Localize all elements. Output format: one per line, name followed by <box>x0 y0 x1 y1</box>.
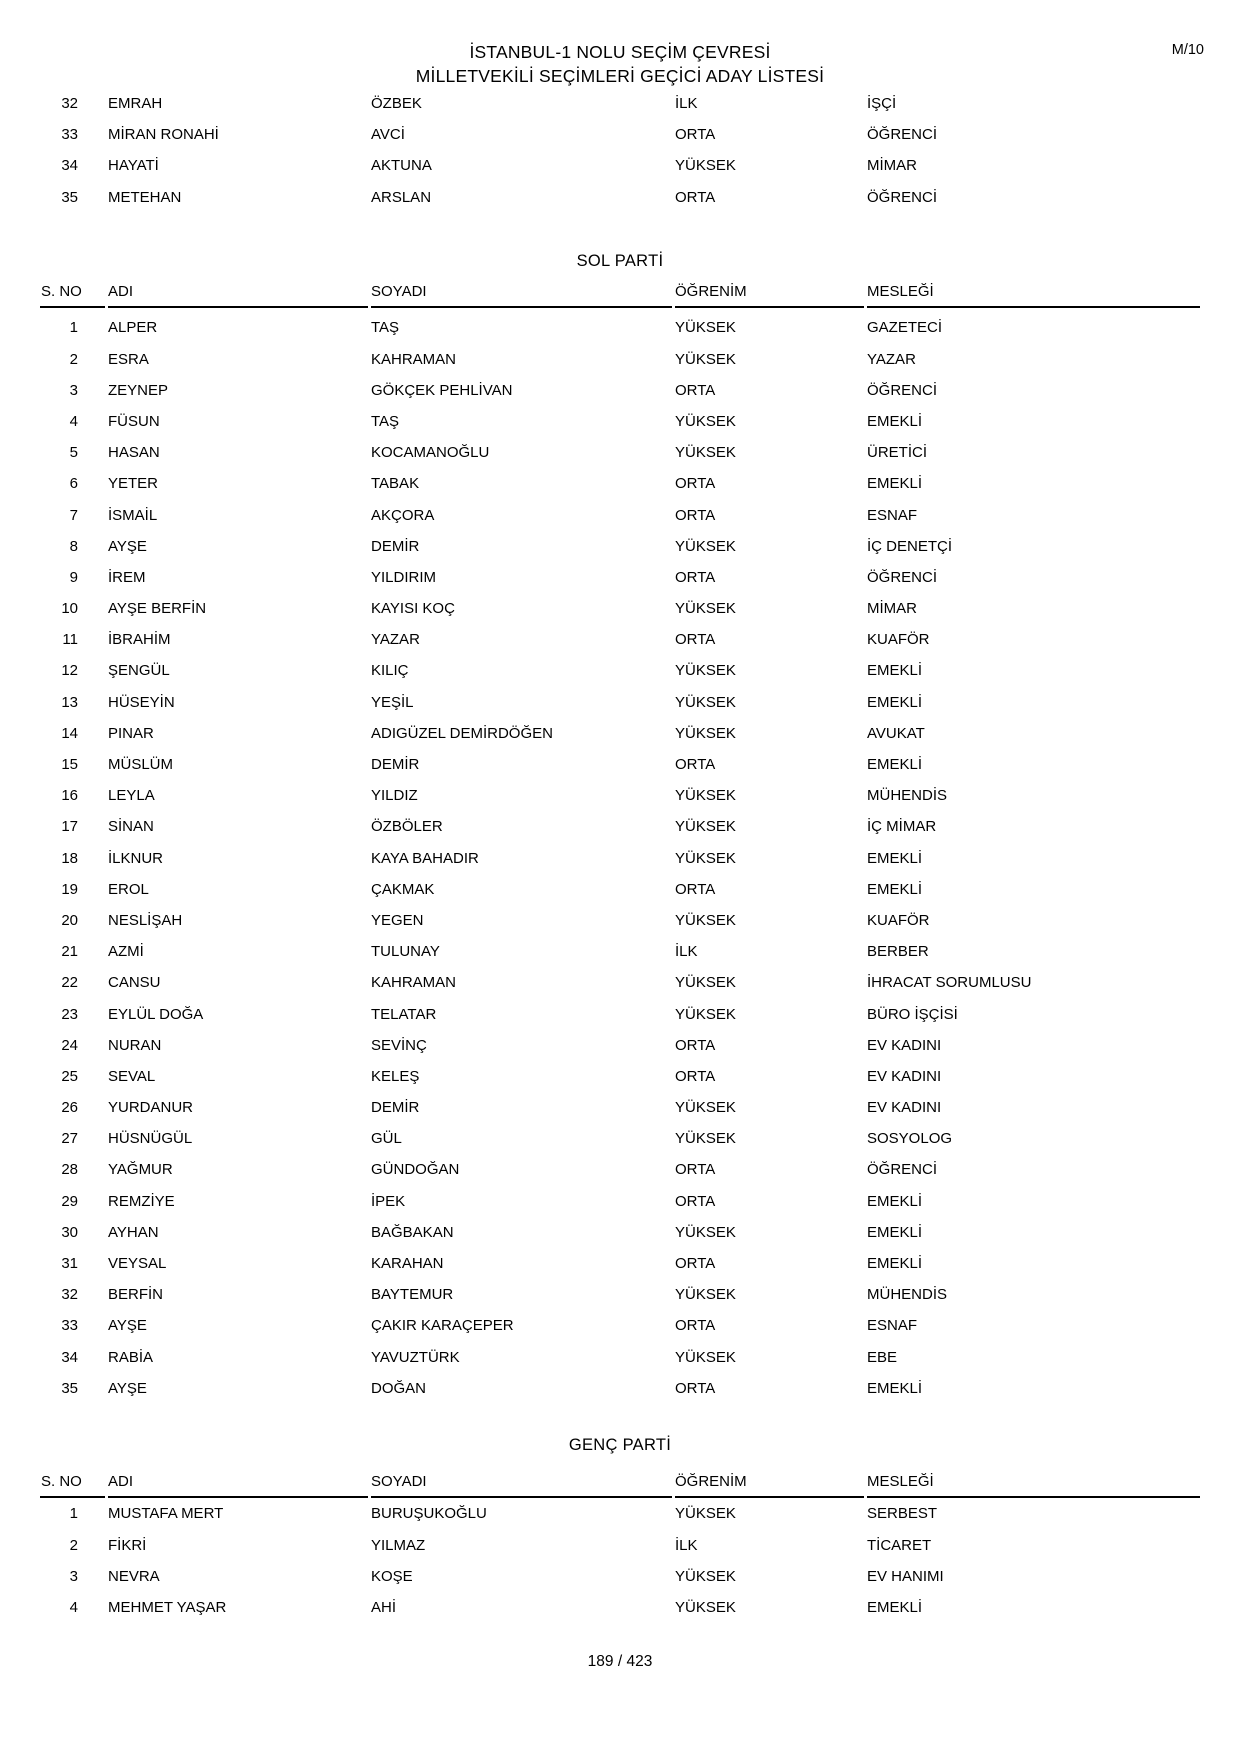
cell-meslegi: KUAFÖR <box>867 631 930 649</box>
cell-adi: İSMAİL <box>108 506 158 524</box>
cell-meslegi: EMEKLİ <box>867 1598 923 1616</box>
cell-soyadi: DEMİR <box>371 1099 420 1117</box>
table-row <box>0 1342 1240 1373</box>
cell-meslegi: ÖĞRENCİ <box>867 1161 938 1179</box>
cell-soyadi: TELATAR <box>371 1005 437 1023</box>
document-title-line1: İSTANBUL-1 NOLU SEÇİM ÇEVRESİ <box>469 42 771 62</box>
cell-meslegi: EMEKLİ <box>867 880 923 898</box>
cell-adi: AYŞE <box>108 1379 147 1397</box>
column-header-sno: S. NO <box>40 1468 105 1498</box>
cell-ogrenim: ORTA <box>675 1379 716 1397</box>
cell-meslegi: AVUKAT <box>867 724 925 742</box>
cell-adi: METEHAN <box>108 188 182 206</box>
table-row <box>0 1561 1240 1592</box>
cell-sno: 32 <box>61 1286 78 1304</box>
cell-adi: YAĞMUR <box>108 1161 173 1179</box>
cell-adi: İLKNUR <box>108 849 164 867</box>
cell-sno: 2 <box>69 350 78 368</box>
table-row <box>0 182 1240 213</box>
cell-sno: 8 <box>69 537 78 555</box>
table-row <box>0 1310 1240 1341</box>
cell-ogrenim: YÜKSEK <box>675 787 736 805</box>
cell-sno: 22 <box>61 974 78 992</box>
table-header-sol-parti <box>40 278 1200 308</box>
cell-ogrenim: ORTA <box>675 1192 716 1210</box>
cell-ogrenim: ORTA <box>675 631 716 649</box>
cell-sno: 15 <box>61 756 78 774</box>
cell-adi: MEHMET YAŞAR <box>108 1598 227 1616</box>
cell-meslegi: ÖĞRENCİ <box>867 126 938 144</box>
table-row <box>0 150 1240 181</box>
cell-sno: 10 <box>61 600 78 618</box>
cell-meslegi: EMEKLİ <box>867 1192 923 1210</box>
cell-ogrenim: YÜKSEK <box>675 911 736 929</box>
cell-meslegi: MÜHENDİS <box>867 787 948 805</box>
cell-soyadi: YILDIRIM <box>371 568 437 586</box>
cell-adi: NESLİŞAH <box>108 911 183 929</box>
cell-ogrenim: YÜKSEK <box>675 1567 736 1585</box>
table-row <box>0 344 1240 375</box>
cell-sno: 35 <box>61 188 78 206</box>
cell-soyadi: DOĞAN <box>371 1379 427 1397</box>
cell-ogrenim: ORTA <box>675 1036 716 1054</box>
cell-ogrenim: ORTA <box>675 126 716 144</box>
cell-soyadi: KELEŞ <box>371 1067 420 1085</box>
cell-soyadi: AHİ <box>371 1598 397 1616</box>
cell-sno: 17 <box>61 818 78 836</box>
cell-meslegi: ESNAF <box>867 1317 918 1335</box>
cell-adi: EROL <box>108 880 149 898</box>
table-header-genc-parti <box>40 1468 1200 1498</box>
party-title-sol-parti: SOL PARTİ <box>576 252 664 270</box>
cell-ogrenim: ORTA <box>675 1255 716 1273</box>
cell-soyadi: BAYTEMUR <box>371 1286 454 1304</box>
cell-adi: EYLÜL DOĞA <box>108 1005 204 1023</box>
cell-adi: RABİA <box>108 1348 154 1366</box>
cell-meslegi: TİCARET <box>867 1536 932 1554</box>
cell-meslegi: EBE <box>867 1348 898 1366</box>
cell-soyadi: TULUNAY <box>371 943 440 961</box>
cell-meslegi: EMEKLİ <box>867 662 923 680</box>
cell-soyadi: KAYA BAHADIR <box>371 849 479 867</box>
cell-soyadi: TAŞ <box>371 319 400 337</box>
cell-ogrenim: YÜKSEK <box>675 444 736 462</box>
cell-ogrenim: YÜKSEK <box>675 157 736 175</box>
cell-meslegi: ÜRETİCİ <box>867 444 927 462</box>
cell-ogrenim: ORTA <box>675 381 716 399</box>
cell-adi: SİNAN <box>108 818 154 836</box>
cell-sno: 19 <box>61 880 78 898</box>
table-row <box>0 999 1240 1030</box>
candidate-rows-genc-parti <box>0 1498 1240 1623</box>
cell-ogrenim: ORTA <box>675 188 716 206</box>
cell-sno: 34 <box>61 157 78 175</box>
cell-adi: PINAR <box>108 724 154 742</box>
table-row <box>0 749 1240 780</box>
cell-ogrenim: İLK <box>675 1536 698 1554</box>
table-row <box>0 562 1240 593</box>
cell-sno: 4 <box>69 1598 78 1616</box>
cell-meslegi: YAZAR <box>867 350 916 368</box>
table-row <box>0 1373 1240 1404</box>
cell-ogrenim: YÜKSEK <box>675 724 736 742</box>
party-title-genc-parti: GENÇ PARTİ <box>568 1436 672 1454</box>
cell-adi: MÜSLÜM <box>108 756 174 774</box>
cell-ogrenim: YÜKSEK <box>675 1348 736 1366</box>
cell-adi: REMZİYE <box>108 1192 175 1210</box>
cell-adi: İBRAHİM <box>108 631 171 649</box>
cell-soyadi: YEGEN <box>371 911 424 929</box>
cell-soyadi: KAYISI KOÇ <box>371 600 455 618</box>
cell-soyadi: GÖKÇEK PEHLİVAN <box>371 381 513 399</box>
cell-adi: SEVAL <box>108 1067 156 1085</box>
cell-sno: 1 <box>69 1505 78 1523</box>
table-row <box>0 1123 1240 1154</box>
cell-ogrenim: YÜKSEK <box>675 1223 736 1241</box>
cell-sno: 27 <box>61 1130 78 1148</box>
cell-sno: 35 <box>61 1379 78 1397</box>
cell-sno: 16 <box>61 787 78 805</box>
cell-ogrenim: YÜKSEK <box>675 1286 736 1304</box>
cell-ogrenim: YÜKSEK <box>675 662 736 680</box>
cell-adi: YURDANUR <box>108 1099 194 1117</box>
cell-ogrenim: YÜKSEK <box>675 350 736 368</box>
cell-adi: HAYATİ <box>108 157 159 175</box>
cell-adi: LEYLA <box>108 787 155 805</box>
cell-soyadi: KAHRAMAN <box>371 974 457 992</box>
cell-meslegi: ESNAF <box>867 506 918 524</box>
cell-soyadi: YEŞİL <box>371 693 414 711</box>
cell-sno: 7 <box>69 506 78 524</box>
cell-meslegi: EMEKLİ <box>867 849 923 867</box>
cell-ogrenim: YÜKSEK <box>675 693 736 711</box>
cell-ogrenim: ORTA <box>675 1067 716 1085</box>
cell-soyadi: YAVUZTÜRK <box>371 1348 460 1366</box>
cell-soyadi: BURUŞUKOĞLU <box>371 1505 487 1523</box>
cell-meslegi: EMEKLİ <box>867 475 923 493</box>
cell-meslegi: MİMAR <box>867 600 917 618</box>
cell-soyadi: KAHRAMAN <box>371 350 457 368</box>
cell-meslegi: EMEKLİ <box>867 1223 923 1241</box>
cell-sno: 33 <box>61 126 78 144</box>
cell-adi: HÜSNÜGÜL <box>108 1130 193 1148</box>
cell-adi: NURAN <box>108 1036 162 1054</box>
cell-soyadi: TABAK <box>371 475 420 493</box>
table-row <box>0 843 1240 874</box>
table-row <box>0 687 1240 718</box>
cell-soyadi: YILDIZ <box>371 787 418 805</box>
continued-candidate-rows <box>0 88 1240 213</box>
cell-ogrenim: YÜKSEK <box>675 818 736 836</box>
cell-adi: İREM <box>108 568 146 586</box>
cell-soyadi: AVCİ <box>371 126 405 144</box>
column-header-meslegi: MESLEĞİ <box>867 278 1200 308</box>
cell-soyadi: TAŞ <box>371 412 400 430</box>
cell-sno: 12 <box>61 662 78 680</box>
candidate-rows-sol-parti <box>0 312 1240 1404</box>
table-row <box>0 468 1240 499</box>
cell-sno: 18 <box>61 849 78 867</box>
cell-ogrenim: YÜKSEK <box>675 1005 736 1023</box>
cell-ogrenim: YÜKSEK <box>675 849 736 867</box>
cell-meslegi: KUAFÖR <box>867 911 930 929</box>
cell-soyadi: DEMİR <box>371 756 420 774</box>
cell-soyadi: AKTUNA <box>371 157 432 175</box>
cell-sno: 31 <box>61 1255 78 1273</box>
table-row <box>0 905 1240 936</box>
cell-meslegi: MİMAR <box>867 157 917 175</box>
cell-ogrenim: YÜKSEK <box>675 319 736 337</box>
cell-adi: ESRA <box>108 350 149 368</box>
cell-soyadi: ÇAKIR KARAÇEPER <box>371 1317 514 1335</box>
cell-adi: EMRAH <box>108 95 163 112</box>
cell-soyadi: GÜNDOĞAN <box>371 1161 460 1179</box>
cell-adi: ALPER <box>108 319 158 337</box>
table-row <box>0 874 1240 905</box>
column-header-soyadi: SOYADI <box>371 1468 672 1498</box>
cell-meslegi: EMEKLİ <box>867 412 923 430</box>
table-row <box>0 1279 1240 1310</box>
cell-soyadi: ÖZBEK <box>371 95 422 112</box>
column-header-sno: S. NO <box>40 278 105 308</box>
table-row <box>0 531 1240 562</box>
cell-meslegi: ÖĞRENCİ <box>867 381 938 399</box>
cell-soyadi: ADIGÜZEL DEMİRDÖĞEN <box>371 724 553 742</box>
cell-ogrenim: YÜKSEK <box>675 1598 736 1616</box>
cell-soyadi: BAĞBAKAN <box>371 1223 454 1241</box>
column-header-adi: ADI <box>108 1468 368 1498</box>
table-row <box>0 88 1240 119</box>
cell-sno: 24 <box>61 1036 78 1054</box>
cell-adi: ŞENGÜL <box>108 662 170 680</box>
cell-soyadi: KOŞE <box>371 1567 413 1585</box>
cell-ogrenim: ORTA <box>675 880 716 898</box>
table-row <box>0 1061 1240 1092</box>
cell-sno: 29 <box>61 1192 78 1210</box>
table-row <box>0 780 1240 811</box>
cell-meslegi: SERBEST <box>867 1505 938 1523</box>
cell-soyadi: SEVİNÇ <box>371 1036 427 1054</box>
column-header-ogrenim: ÖĞRENİM <box>675 278 864 308</box>
cell-ogrenim: ORTA <box>675 756 716 774</box>
cell-adi: YETER <box>108 475 159 493</box>
cell-sno: 28 <box>61 1161 78 1179</box>
cell-meslegi: İÇ DENETÇİ <box>867 537 953 555</box>
cell-soyadi: KOCAMANOĞLU <box>371 444 490 462</box>
cell-adi: AYŞE <box>108 1317 147 1335</box>
cell-sno: 20 <box>61 911 78 929</box>
table-row <box>0 1530 1240 1561</box>
cell-adi: AZMİ <box>108 943 144 961</box>
cell-meslegi: EMEKLİ <box>867 693 923 711</box>
cell-meslegi: EV HANIMI <box>867 1567 944 1585</box>
document-title <box>0 41 1240 88</box>
cell-meslegi: BÜRO İŞÇİSİ <box>867 1005 958 1023</box>
cell-ogrenim: ORTA <box>675 1317 716 1335</box>
cell-adi: CANSU <box>108 974 161 992</box>
table-row <box>0 375 1240 406</box>
cell-adi: BERFİN <box>108 1286 164 1304</box>
cell-soyadi: ÇAKMAK <box>371 880 435 898</box>
cell-soyadi: ARSLAN <box>371 188 432 206</box>
table-row <box>0 811 1240 842</box>
cell-ogrenim: ORTA <box>675 475 716 493</box>
cell-meslegi: İÇ MİMAR <box>867 818 937 836</box>
cell-adi: MUSTAFA MERT <box>108 1505 224 1523</box>
cell-adi: HÜSEYİN <box>108 693 175 711</box>
cell-soyadi: GÜL <box>371 1130 402 1148</box>
table-row <box>0 1217 1240 1248</box>
cell-sno: 26 <box>61 1099 78 1117</box>
cell-sno: 6 <box>69 475 78 493</box>
cell-sno: 1 <box>69 319 78 337</box>
table-row <box>0 1186 1240 1217</box>
cell-meslegi: EV KADINI <box>867 1099 942 1117</box>
cell-adi: NEVRA <box>108 1567 160 1585</box>
cell-adi: AYŞE <box>108 537 147 555</box>
cell-sno: 32 <box>61 95 78 112</box>
cell-meslegi: İHRACAT SORUMLUSU <box>867 974 1032 992</box>
table-row <box>0 437 1240 468</box>
cell-sno: 3 <box>69 381 78 399</box>
cell-sno: 5 <box>69 444 78 462</box>
cell-meslegi: EMEKLİ <box>867 1255 923 1273</box>
cell-ogrenim: YÜKSEK <box>675 537 736 555</box>
table-row <box>0 1030 1240 1061</box>
cell-sno: 11 <box>62 631 78 649</box>
cell-ogrenim: YÜKSEK <box>675 1505 736 1523</box>
cell-meslegi: EV KADINI <box>867 1036 942 1054</box>
cell-adi: AYHAN <box>108 1223 159 1241</box>
table-row <box>0 1154 1240 1185</box>
cell-sno: 3 <box>69 1567 78 1585</box>
cell-meslegi: SOSYOLOG <box>867 1130 953 1148</box>
cell-sno: 23 <box>61 1005 78 1023</box>
cell-adi: FÜSUN <box>108 412 160 430</box>
cell-ogrenim: YÜKSEK <box>675 974 736 992</box>
table-row <box>0 1498 1240 1529</box>
page-number: 189 / 423 <box>587 1653 653 1670</box>
cell-soyadi: YAZAR <box>371 631 420 649</box>
table-row <box>0 119 1240 150</box>
cell-soyadi: ÖZBÖLER <box>371 818 443 836</box>
cell-adi: AYŞE BERFİN <box>108 600 207 618</box>
table-row <box>0 406 1240 437</box>
cell-sno: 25 <box>61 1067 78 1085</box>
cell-sno: 9 <box>69 568 78 586</box>
table-row <box>0 624 1240 655</box>
cell-soyadi: KILIÇ <box>371 662 409 680</box>
cell-adi: HASAN <box>108 444 160 462</box>
column-header-ogrenim: ÖĞRENİM <box>675 1468 864 1498</box>
cell-sno: 4 <box>69 412 78 430</box>
cell-sno: 2 <box>69 1536 78 1554</box>
cell-sno: 30 <box>61 1223 78 1241</box>
cell-meslegi: EMEKLİ <box>867 756 923 774</box>
cell-ogrenim: İLK <box>675 943 698 961</box>
cell-adi: ZEYNEP <box>108 381 169 399</box>
document-title-line2: MİLLETVEKİLİ SEÇİMLERİ GEÇİCİ ADAY LİSTESİ <box>415 65 825 86</box>
cell-adi: MİRAN RONAHİ <box>108 126 219 144</box>
cell-ogrenim: ORTA <box>675 506 716 524</box>
cell-meslegi: MÜHENDİS <box>867 1286 948 1304</box>
cell-sno: 13 <box>61 693 78 711</box>
cell-adi: VEYSAL <box>108 1255 167 1273</box>
cell-adi: FİKRİ <box>108 1536 147 1554</box>
cell-ogrenim: YÜKSEK <box>675 600 736 618</box>
table-row <box>0 1592 1240 1623</box>
column-header-adi: ADI <box>108 278 368 308</box>
column-header-soyadi: SOYADI <box>371 278 672 308</box>
cell-ogrenim: YÜKSEK <box>675 1099 736 1117</box>
cell-sno: 21 <box>61 943 78 961</box>
table-row <box>0 1092 1240 1123</box>
table-row <box>0 655 1240 686</box>
cell-meslegi: ÖĞRENCİ <box>867 188 938 206</box>
cell-sno: 14 <box>61 724 78 742</box>
table-row <box>0 936 1240 967</box>
cell-soyadi: KARAHAN <box>371 1255 444 1273</box>
cell-soyadi: İPEK <box>371 1192 406 1210</box>
cell-meslegi: ÖĞRENCİ <box>867 568 938 586</box>
column-header-meslegi: MESLEĞİ <box>867 1468 1200 1498</box>
cell-soyadi: YILMAZ <box>371 1536 426 1554</box>
cell-ogrenim: ORTA <box>675 1161 716 1179</box>
table-row <box>0 967 1240 998</box>
table-row <box>0 312 1240 343</box>
page-code-label: M/10 <box>1171 42 1204 58</box>
cell-meslegi: İŞÇİ <box>867 95 897 112</box>
table-row <box>0 593 1240 624</box>
table-row <box>0 718 1240 749</box>
cell-sno: 34 <box>61 1348 78 1366</box>
cell-meslegi: BERBER <box>867 943 929 961</box>
cell-ogrenim: ORTA <box>675 568 716 586</box>
table-row <box>0 1248 1240 1279</box>
cell-soyadi: DEMİR <box>371 537 420 555</box>
cell-soyadi: AKÇORA <box>371 506 435 524</box>
cell-meslegi: EV KADINI <box>867 1067 942 1085</box>
cell-ogrenim: YÜKSEK <box>675 1130 736 1148</box>
cell-sno: 33 <box>61 1317 78 1335</box>
table-row <box>0 500 1240 531</box>
cell-meslegi: GAZETECİ <box>867 319 943 337</box>
cell-meslegi: EMEKLİ <box>867 1379 923 1397</box>
cell-ogrenim: İLK <box>675 95 698 112</box>
cell-ogrenim: YÜKSEK <box>675 412 736 430</box>
